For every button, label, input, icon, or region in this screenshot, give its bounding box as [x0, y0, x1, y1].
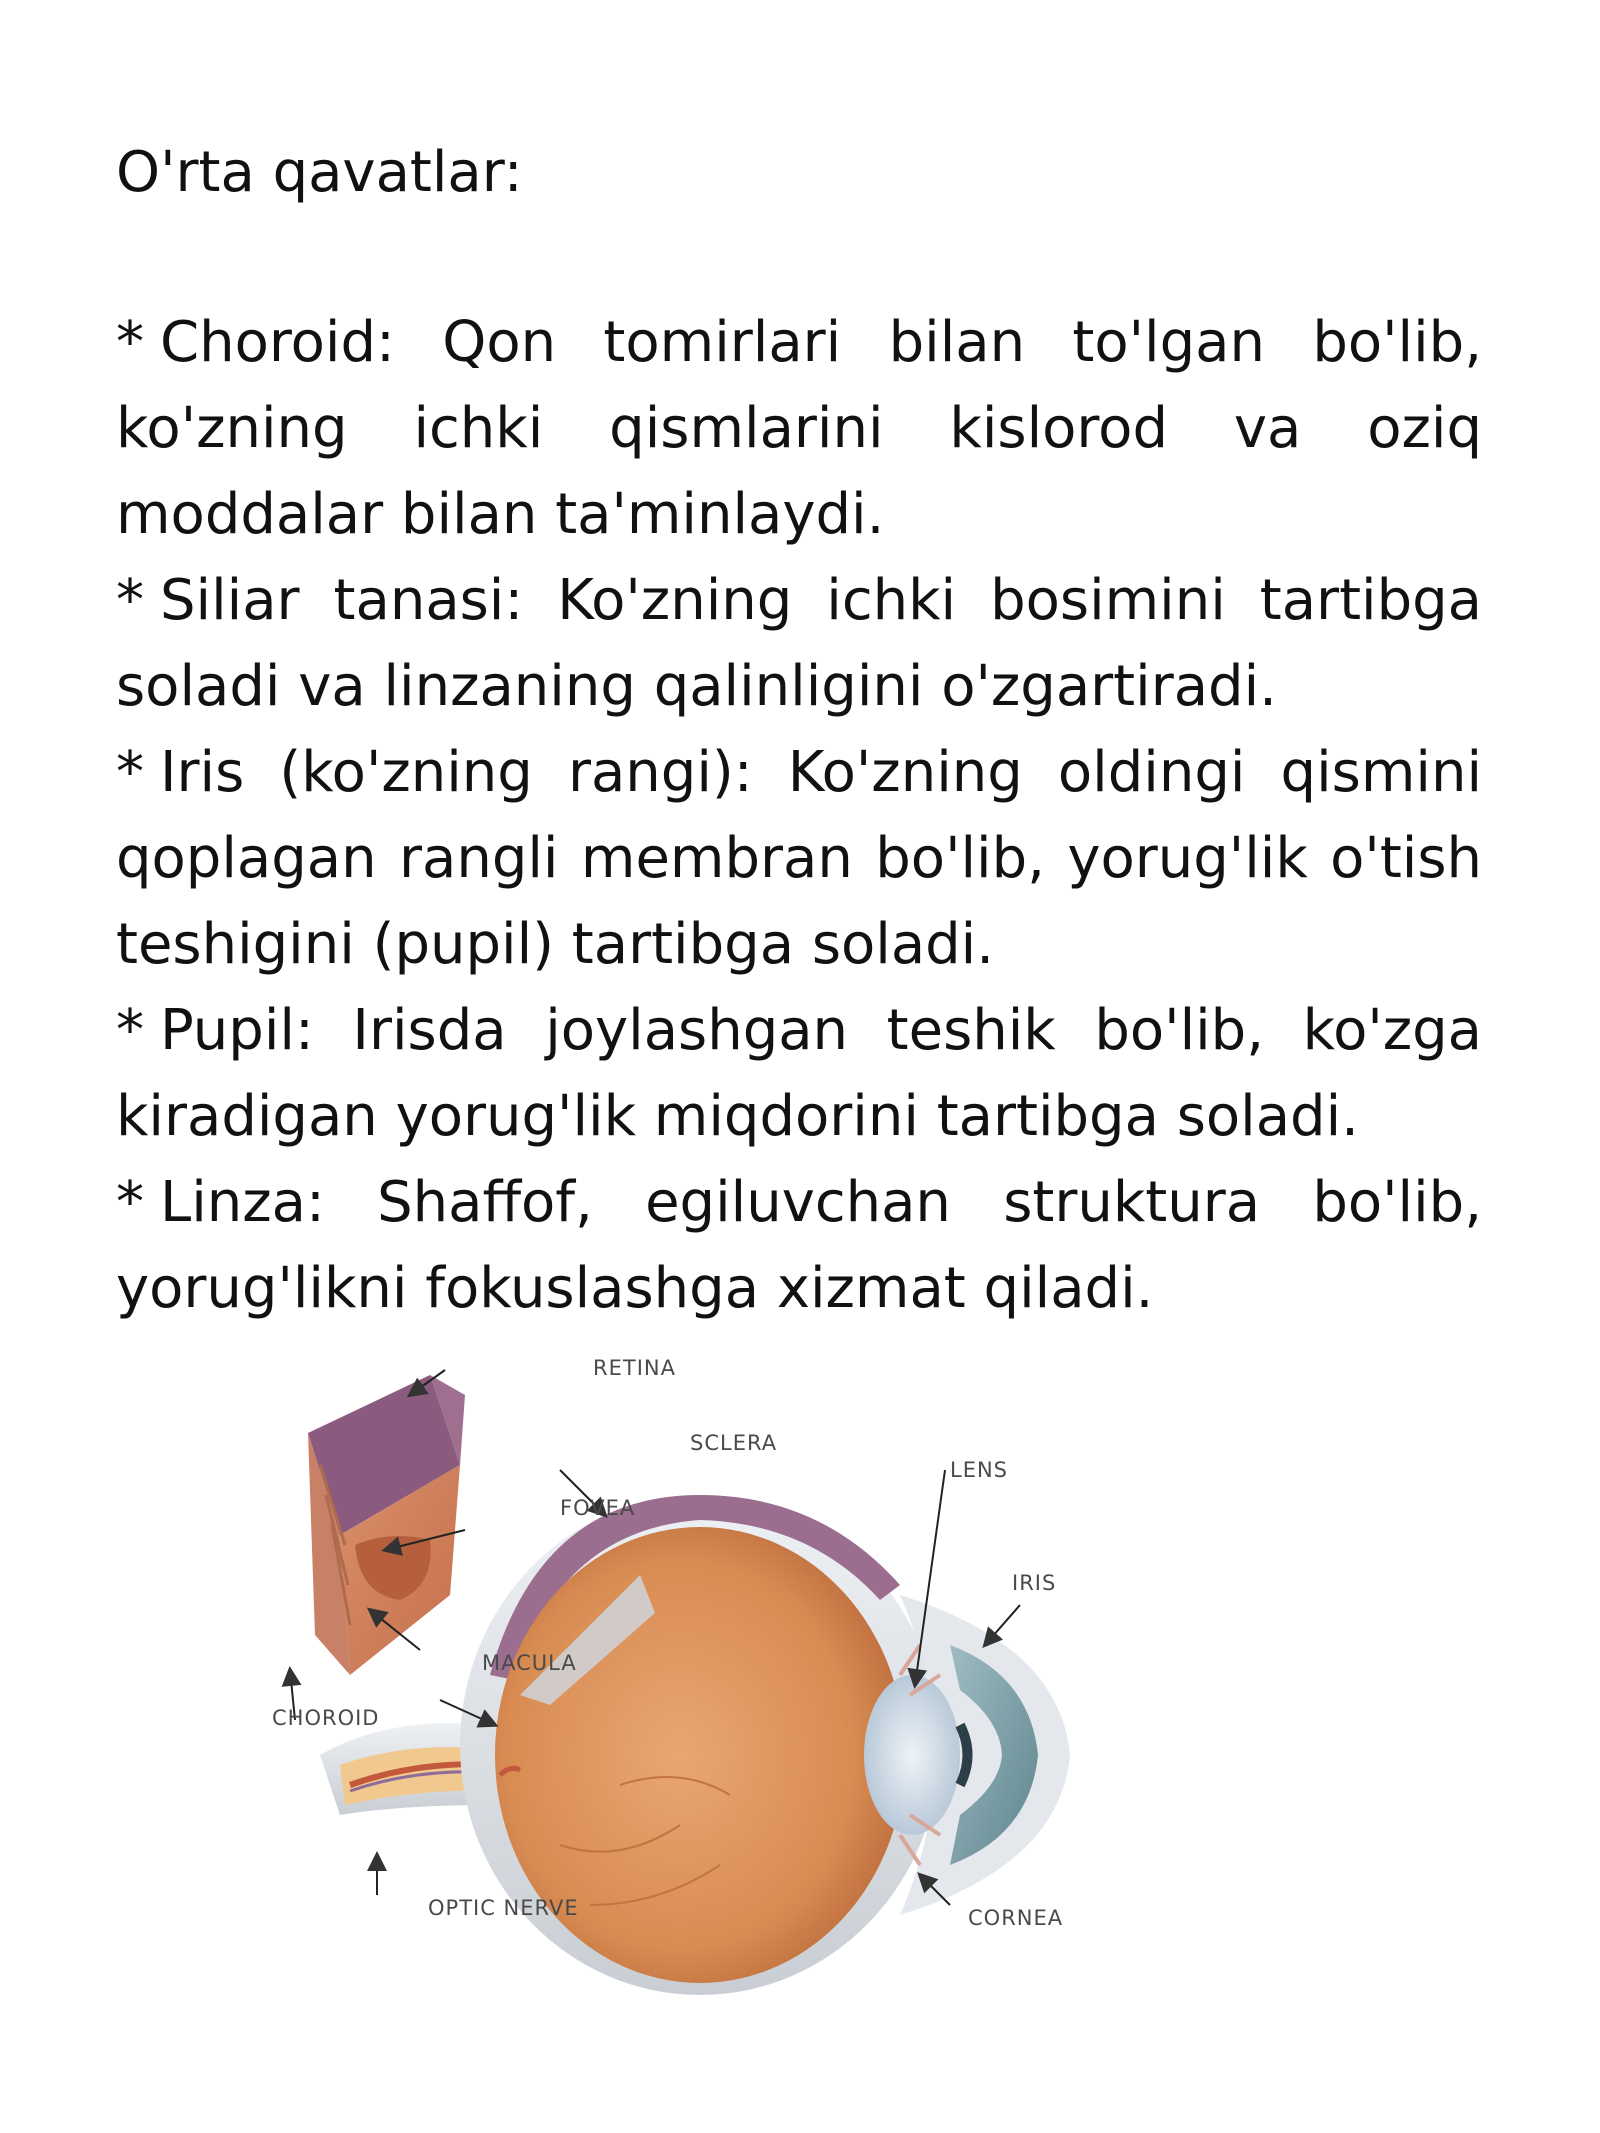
label-retina: RETINA — [593, 1356, 676, 1380]
label-sclera: SCLERA — [690, 1431, 778, 1455]
eye-anatomy-diagram — [260, 1345, 1360, 2065]
label-optic-nerve: OPTIC NERVE — [428, 1896, 579, 1920]
item-text: Iris (ko'zning rangi): Ko'zning oldingi qismini qoplagan rangli membran bo'lib, yorug'lik o'tish teshigini (pupil) tartibga soladi. — [116, 740, 1482, 977]
item-text: Pupil: Irisda joylashgan teshik bo'lib, ko'zga kiradigan yorug'lik miqdorini tartibga soladi. — [116, 998, 1482, 1149]
list-item-iris — [116, 730, 1482, 988]
body-text — [116, 300, 1482, 1332]
item-text: Linza: Shaffof, egiluvchan struktura bo'lib, yorug'likni fokuslashga xizmat qiladi. — [116, 1170, 1482, 1321]
label-lens: LENS — [950, 1458, 1009, 1482]
page-heading: O'rta qavatlar: — [116, 140, 523, 205]
label-iris: IRIS — [1012, 1571, 1057, 1595]
list-item-ciliary-body — [116, 558, 1482, 730]
item-text: Choroid: Qon tomirlari bilan to'lgan bo'lib, ko'zning ichki qismlarini kislorod va oziq moddalar bilan ta'minlaydi. — [116, 310, 1482, 547]
item-text: Siliar tanasi: Ko'zning ichki bosimini tartibga soladi va linzaning qalinligini o'zgartiradi. — [116, 568, 1482, 719]
bullet-marker: * — [116, 310, 144, 375]
list-item-pupil — [116, 988, 1482, 1160]
bullet-marker: * — [116, 568, 144, 633]
label-cornea: CORNEA — [968, 1906, 1064, 1930]
label-macula: MACULA — [482, 1651, 577, 1675]
label-choroid: CHOROID — [272, 1706, 380, 1730]
list-item-choroid — [116, 300, 1482, 558]
retina-tissue-block — [308, 1375, 465, 1675]
list-item-lens — [116, 1160, 1482, 1332]
bullet-marker: * — [116, 740, 144, 805]
bullet-marker: * — [116, 1170, 144, 1235]
label-fovea: FOVEA — [560, 1496, 636, 1520]
bullet-marker: * — [116, 998, 144, 1063]
